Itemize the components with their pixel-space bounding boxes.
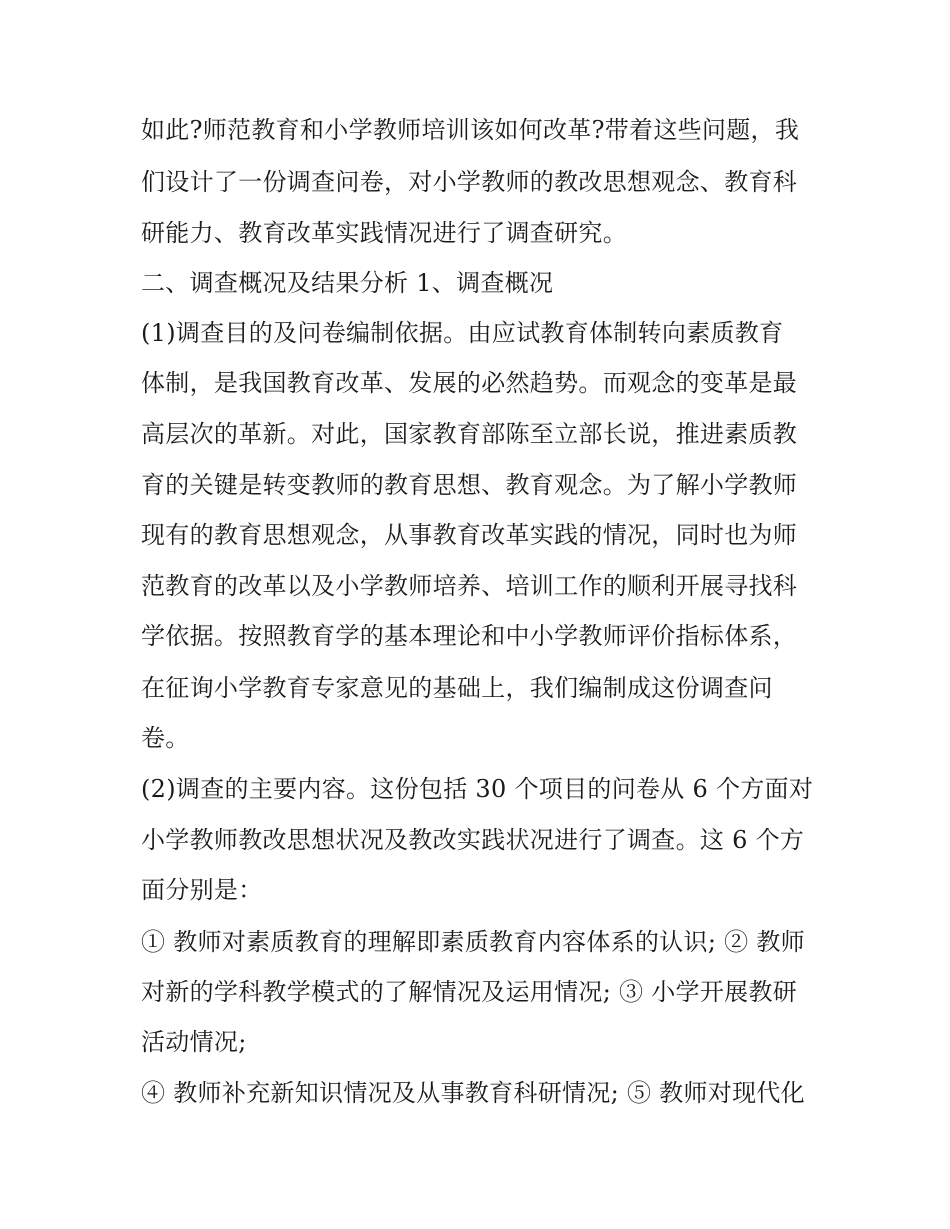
text-line: 学依据。按照教育学的基本理论和中小学教师评价指标体系， xyxy=(141,622,798,650)
text-line: 现有的教育思想观念，从事教育改革实践的情况，同时也为师 xyxy=(141,521,798,549)
text-line: 育的关键是转变教师的教育思想、教育观念。为了解小学教师 xyxy=(141,471,798,499)
section-heading: 二、调查概况及结果分析 1、调查概况 xyxy=(141,269,554,297)
text-line: 面分别是： xyxy=(141,876,263,904)
text-line: (2)调查的主要内容。这份包括 30 个项目的问卷从 6 个方面对 xyxy=(141,775,814,803)
list-line: ① 教师对素质教育的理解即素质教育内容体系的认识; ② 教师 xyxy=(141,928,805,956)
text-line: 范教育的改革以及小学教师培养、培训工作的顺利开展寻找科 xyxy=(141,572,798,600)
text-line: (1)调查目的及问卷编制依据。由应试教育体制转向素质教育 xyxy=(141,319,784,347)
text-line: 如此?师范教育和小学教师培训该如何改革?带着这些问题，我 xyxy=(141,116,800,144)
list-line: 活动情况; xyxy=(141,1028,247,1056)
text-line: 卷。 xyxy=(141,724,190,752)
text-line: 研能力、教育改革实践情况进行了调查研究。 xyxy=(141,219,627,247)
text-line: 小学教师教改思想状况及教改实践状况进行了调查。这 6 个方 xyxy=(141,826,805,854)
text-line: 们设计了一份调查问卷，对小学教师的教改思想观念、教育科 xyxy=(141,168,798,196)
list-line: ④ 教师补充新知识情况及从事教育科研情况; ⑤ 教师对现代化 xyxy=(141,1079,805,1107)
text-line: 在征询小学教育专家意见的基础上，我们编制成这份调查问 xyxy=(141,674,773,702)
list-line: 对新的学科教学模式的了解情况及运用情况; ③ 小学开展教研 xyxy=(141,978,798,1006)
text-line: 高层次的革新。对此，国家教育部陈至立部长说，推进素质教 xyxy=(141,420,798,448)
text-line: 体制，是我国教育改革、发展的必然趋势。而观念的变革是最 xyxy=(141,369,798,397)
